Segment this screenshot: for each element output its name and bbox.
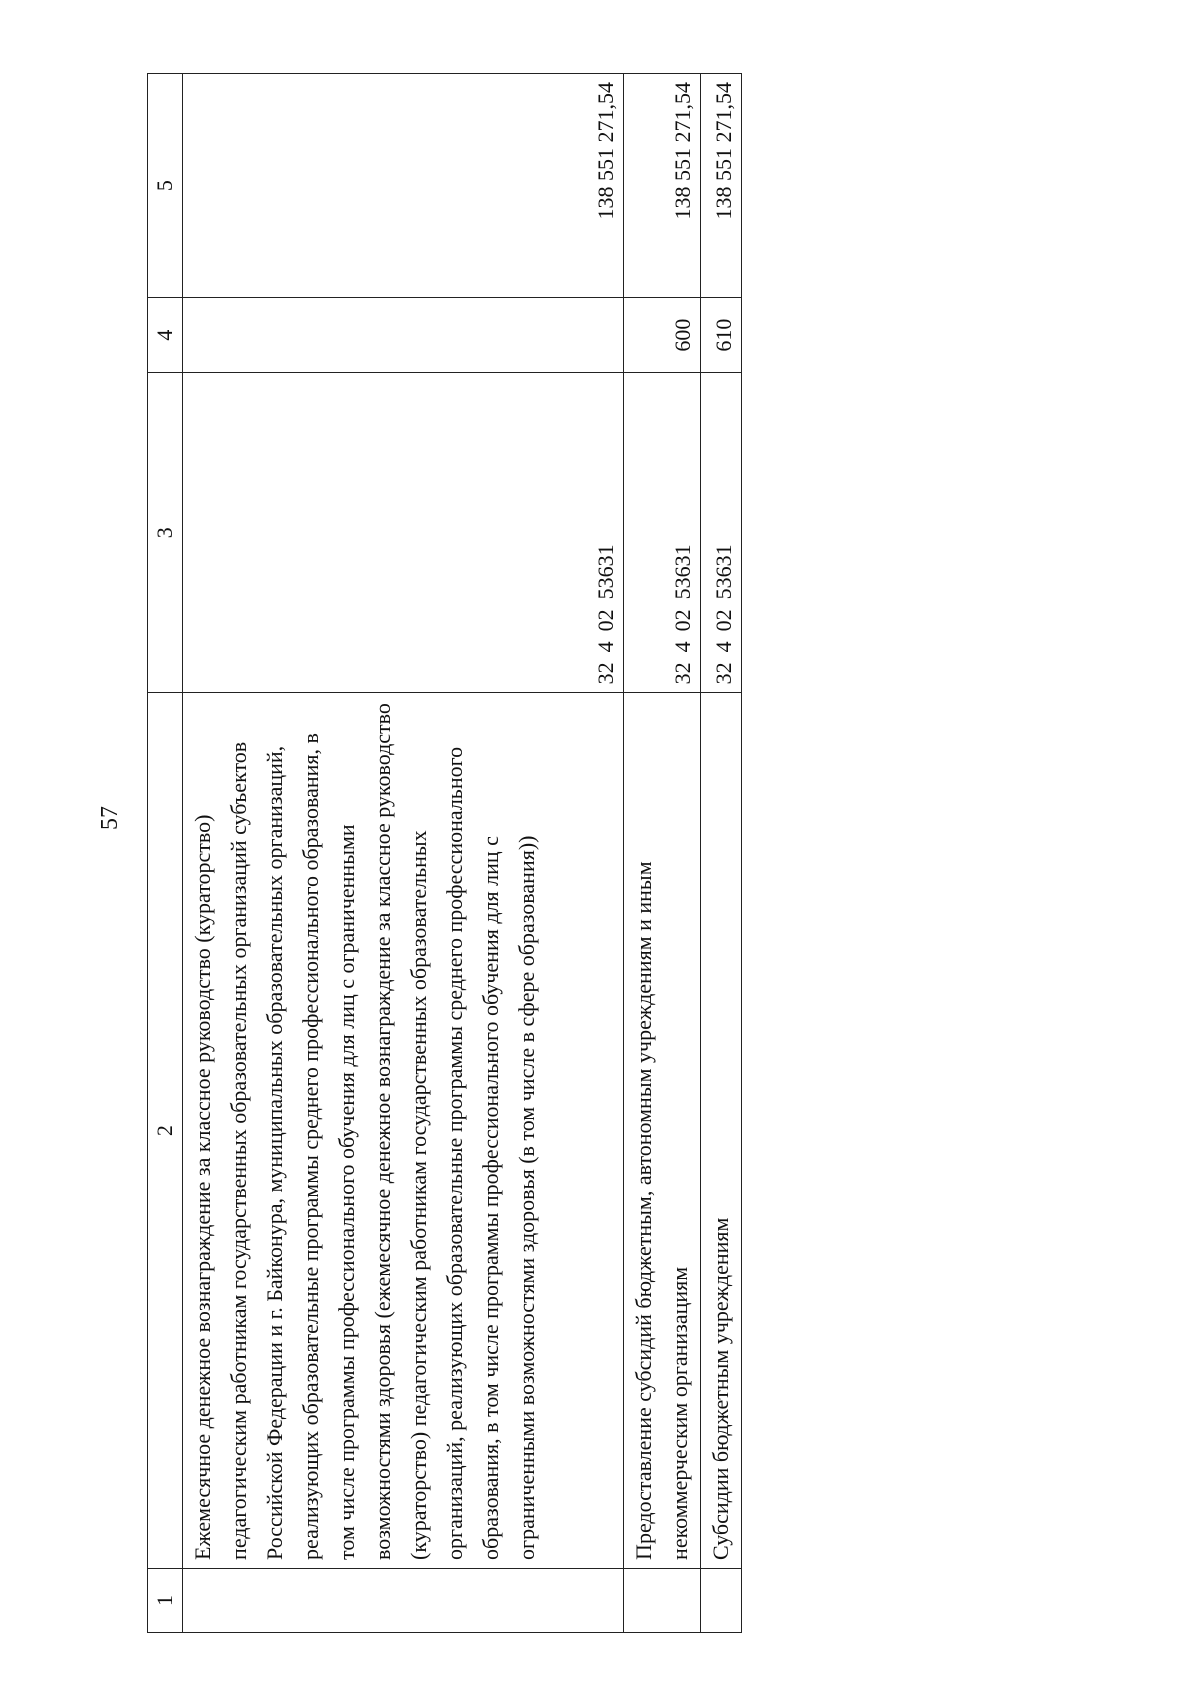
- row-number-cell: [701, 1568, 742, 1632]
- amount-cell: 138 551 271,54: [701, 74, 742, 298]
- amount-cell: 138 551 271,54: [624, 74, 701, 298]
- table-row: [183, 74, 624, 1633]
- page-number: 57: [97, 806, 123, 830]
- rotated-table-container: [147, 73, 772, 1633]
- budget-table: [147, 73, 742, 1633]
- amount-cell: 138 551 271,54: [183, 74, 624, 298]
- table-row: [701, 74, 742, 1633]
- code-segment: 53631: [670, 544, 695, 600]
- classification-code-cell: [624, 373, 701, 693]
- item-name-cell: Ежемесячное денежное вознаграждение за классное руководство (кураторство) педагогическим работникам государственных образовательных организаций субъектов Российской Федерации и г. Байконура, муниципальных образовательных организаций, реализующих образовательные программы среднего профессионального образования, в том числе программы профессионального обучения для лиц с ограниченными возможностями здоровья (ежемесячное денежное вознаграждение за классное руководство (кураторство) педагогическим работникам государственных образовательных организаций, реализующих образовательные программы среднего профессионального образования, в том числе программы профессионального обучения для лиц с ограниченными возможностями здоровья (в том числе в сфере образования)): [183, 693, 624, 1569]
- code-segment: 02: [593, 609, 618, 632]
- column-header: 1: [148, 1568, 183, 1632]
- code-segment: 53631: [711, 544, 736, 600]
- item-name-cell: Субсидии бюджетным учреждениям: [701, 693, 742, 1569]
- code-segment: 4: [711, 641, 736, 653]
- code-segment: 4: [593, 641, 618, 653]
- table-header-row: [148, 74, 183, 1633]
- expense-type-cell: 610: [701, 298, 742, 373]
- item-name-cell: Предоставление субсидий бюджетным, автономным учреждениям и иным некоммерческим организациям: [624, 693, 701, 1569]
- column-header: 3: [148, 373, 183, 693]
- code-segment: 32: [670, 662, 695, 685]
- column-header: 4: [148, 298, 183, 373]
- code-segment: 53631: [593, 544, 618, 600]
- column-header: 2: [148, 693, 183, 1569]
- code-segment: 02: [670, 609, 695, 632]
- code-segment: 32: [593, 662, 618, 685]
- column-header: 5: [148, 74, 183, 298]
- code-segment: 02: [711, 609, 736, 632]
- expense-type-cell: [183, 298, 624, 373]
- expense-type-cell: 600: [624, 298, 701, 373]
- classification-code-cell: [183, 373, 624, 693]
- code-segment: 32: [711, 662, 736, 685]
- code-segment: 4: [670, 641, 695, 653]
- row-number-cell: [624, 1568, 701, 1632]
- classification-code-cell: [701, 373, 742, 693]
- table-row: [624, 74, 701, 1633]
- row-number-cell: [183, 1568, 624, 1632]
